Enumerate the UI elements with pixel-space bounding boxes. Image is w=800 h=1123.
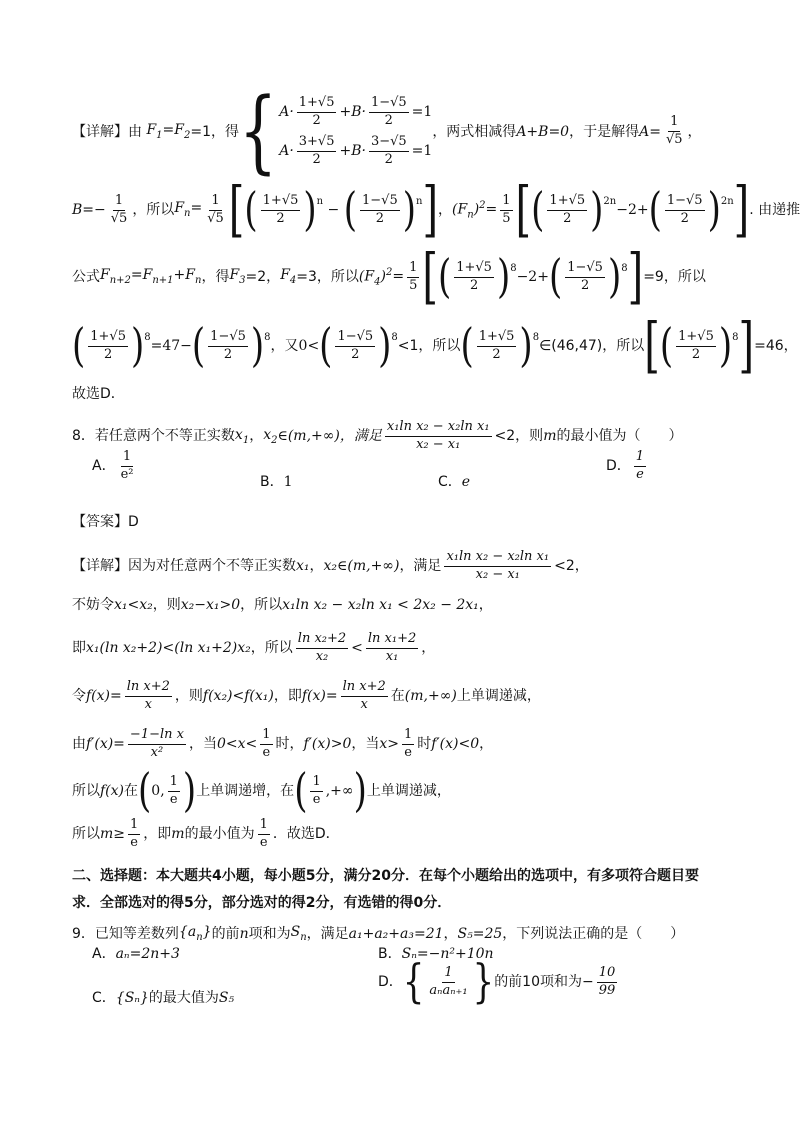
q8-option-d[interactable]: D． $\frac{1}{e}$ — [606, 448, 645, 482]
q8-detail-3: 即 x₁(ln x₂+2)<(ln x₁+2)x₂ ，所以 $\frac{\text{ln x₂+2}}{\text{x₂}}$ < $\frac{\text{ln x₁+2}}{\text{x₁}}$ ， — [72, 631, 436, 664]
q9-stem: 9．已知等差数列 $\{a_n\}$ 的前 n 项和为 $S_n$ ，满足 a₁+a₂+a₃=21 ， S₅=25 ，下列说法正确的是（ ） — [72, 924, 685, 943]
q8-option-c[interactable]: C． e — [438, 474, 471, 490]
q9-option-b[interactable]: B． Sₙ=−n²+10n — [378, 945, 494, 962]
system-brace: { — [239, 79, 278, 185]
p7-line-5: 故选D． — [72, 386, 125, 402]
equation-system: A· $\frac{1+√5}{2}$ +B· $\frac{1-√5}{2}$ =1 A· $\frac{3+√5}{2}$ +B· $\frac{3-√5}{2}$ =1 — [279, 95, 433, 167]
q8-detail-5: 由 f′(x)= $\frac{\text{−1−ln x}}{\text{x²}}$ ，当 0<x< $\frac{1}{e}$ 时， f′(x)>0 ，当 x> $\frac{1}{e}$ 时 f′(x)<0 ， — [72, 727, 494, 760]
p7-line-2: B=− $\frac{1}{√5}$ ，所以 $F_n=$ $\frac{1}{√5}$ [ ( $\frac{1+√5}{2}$ ) $^n$ − ( $\frac{1-√5}{2}$ ) $^n$ ] ， $(F_n)^2=$ $\frac{1}{5}$ [ ( $\frac{1+√5}{2}$ ) $^{2n}$ −2+ ( $\frac{1-√5}{2}$ ) $^{2n}$ ] . 由递推 — [72, 175, 800, 245]
q8-detail-4: 令 f(x)= $\frac{\text{ln x+2}}{x}$ ，则 f(x₂)<f(x₁) ，即 f(x)= $\frac{\text{ln x+2}}{x}$ 在 (m,+∞) 上单调递减， — [72, 679, 541, 712]
q9-option-c[interactable]: C． {Sₙ} 的最大值为 S₅ — [92, 990, 235, 1006]
q8-stem: 8．若任意两个不等正实数 $x_1$ ， $x_2$ ∈(m,+∞)，满足 $\frac{\text{x₁ln x₂ − x₂ln x₁}}{\text{x₂ − x₁}}$ <2，则 m 的最小值为（ ） — [72, 419, 683, 452]
p7-line-4: ( $\frac{1+√5}{2}$ ) $^8$ =47− ( $\frac{1-√5}{2}$ ) $^8$ ，又 0< ( $\frac{1-√5}{2}$ ) $^8$ <1，所以 ( $\frac{1+√5}{2}$ ) $^8$ ∈(46,47)，所以 [ ( $\frac{1+√5}{2}$ ) $^8$ ] =46， — [72, 311, 798, 381]
p7-line-1: 【详解】 由 $F_1=F_2$ =1，得 { A· $\frac{1+√5}{2}$ +B· $\frac{1-√5}{2}$ =1 A· $\frac{3+√5}{2}$ +B· $\frac{3-√5}{2}$ =1 ，两式相减得 A+B=0 ，于是解得 A= $\frac{1}{√5}$ ， — [72, 79, 702, 185]
section-2-heading-2: 求．全部选对的得5分，部分选对的得2分，有选错的得0分． — [72, 895, 452, 911]
q8-option-a[interactable]: A． $\frac{1}{\text{e²}}$ — [92, 448, 134, 482]
q8-detail-1: 【详解】 因为对任意两个不等正实数 x₁ ， x₂∈(m,+∞) ，满足 $\frac{\text{x₁ln x₂ − x₂ln x₁}}{\text{x₂ − x₁}}$ <2， — [72, 549, 589, 582]
q8-detail-6: 所以 f(x) 在 ( 0, $\frac{1}{e}$ ) 上单调递增，在 ( $\frac{1}{e}$ ,+∞ ) 上单调递减， — [72, 764, 451, 818]
q9-option-d[interactable]: D． { $\frac{1}{\text{aₙaₙ₊₁}}$ } 的前10项和为− $\frac{10}{99}$ — [378, 955, 616, 1009]
q8-answer: 【答案】D — [72, 514, 139, 530]
detail-label: 【详解】 — [72, 123, 128, 140]
q8-option-b[interactable]: B． 1 — [260, 474, 293, 490]
q8-detail-2: 不妨令 x₁<x₂ ，则 x₂−x₁>0 ，所以 x₁ln x₂ − x₂ln x₁ < 2x₂ − 2x₁ ， — [72, 597, 493, 613]
q9-option-a[interactable]: A． aₙ=2n+3 — [92, 945, 180, 962]
section-2-heading-1: 二、选择题：本大题共4小题，每小题5分，满分20分．在每个小题给出的选项中，有多项符合题目要 — [72, 868, 699, 884]
q8-detail-7: 所以 m≥ $\frac{1}{e}$ ，即 m 的最小值为 $\frac{1}{e}$ ．故选D． — [72, 817, 340, 850]
p7-line-3: 公式 $F_{n+2}=F_{n+1}+F_n$ ，得 $F_3$ =2， $F_4$ =3，所以 $(F_4)^2=$ $\frac{1}{5}$ [ ( $\frac{1+√5}{2}$ ) $^8$ −2+ ( $\frac{1-√5}{2}$ ) $^8$ ] =9，所以 — [72, 242, 706, 312]
